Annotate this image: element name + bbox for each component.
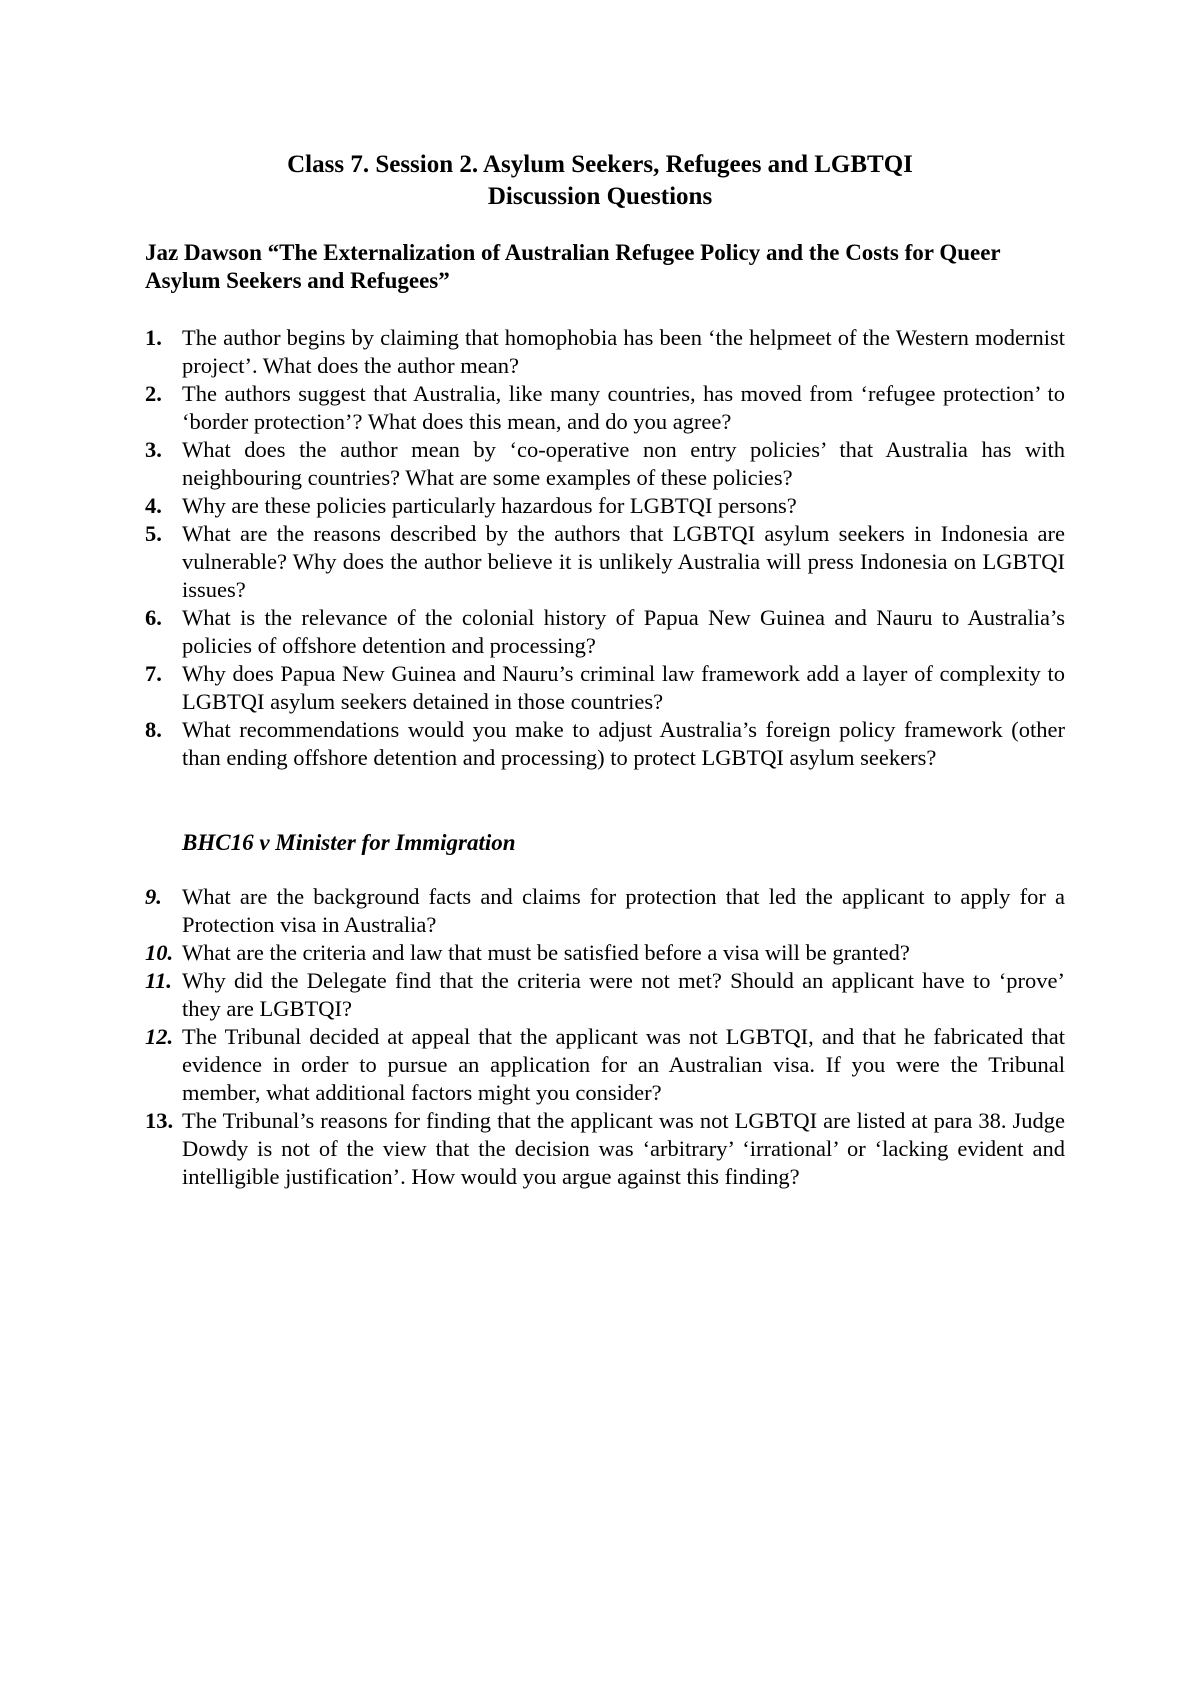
case-heading: BHC16 v Minister for Immigration: [182, 830, 516, 855]
question-list-case: [145, 883, 1065, 1191]
question-number: 4.: [145, 493, 162, 518]
question-item: [145, 324, 1065, 380]
question-text: The Tribunal decided at appeal that the applicant was not LGBTQI, and that he fabricated that evidence in order to pursue an application for an Australian visa. If you were the Tribunal member, what additional factors might you consider?: [182, 1024, 1065, 1105]
question-text: What does the author mean by ‘co-operative non entry policies’ that Australia has with neighbouring countries? What are some examples of these policies?: [182, 437, 1065, 490]
question-item: [145, 883, 1065, 939]
question-item: [145, 492, 1065, 520]
question-text: What are the criteria and law that must be satisfied before a visa will be granted?: [182, 940, 910, 965]
question-item: [145, 939, 1065, 967]
question-item: [145, 436, 1065, 492]
question-text: Why are these policies particularly hazardous for LGBTQI persons?: [182, 493, 797, 518]
question-item: [145, 520, 1065, 604]
question-item: [145, 716, 1065, 772]
question-text: What are the background facts and claims for protection that led the applicant to apply for a Protection visa in Australia?: [182, 884, 1065, 937]
document-title: Class 7. Session 2. Asylum Seekers, Refugees and LGBTQI: [287, 151, 913, 178]
question-item: [145, 1107, 1065, 1191]
question-text: The authors suggest that Australia, like many countries, has moved from ‘refugee protection’ to ‘border protection’? What does this mean, and do you agree?: [182, 381, 1065, 434]
question-text: What is the relevance of the colonial history of Papua New Guinea and Nauru to Australia’s policies of offshore detention and processing?: [182, 605, 1065, 658]
question-item: [145, 660, 1065, 716]
document-subtitle: Discussion Questions: [487, 183, 713, 210]
question-number: 5.: [145, 521, 162, 546]
question-number: 12.: [145, 1024, 174, 1049]
question-item: [145, 1023, 1065, 1107]
question-text: What are the reasons described by the authors that LGBTQI asylum seekers in Indonesia are vulnerable? Why does the author believe it is unlikely Australia will press Indonesia on LGBTQI issues?: [182, 521, 1065, 602]
question-text: The Tribunal’s reasons for finding that the applicant was not LGBTQI are listed at para 38. Judge Dowdy is not of the view that the decision was ‘arbitrary’ ‘irrational’ or ‘lacking evident and intelligible justification’. How would you argue against this finding?: [182, 1108, 1065, 1189]
question-number: 1.: [145, 325, 162, 350]
question-number: 13.: [145, 1108, 174, 1133]
article-heading: [145, 239, 1065, 295]
question-number: 6.: [145, 605, 162, 630]
question-number: 3.: [145, 437, 162, 462]
question-item: [145, 604, 1065, 660]
question-number: 2.: [145, 381, 162, 406]
article-heading-line2: Asylum Seekers and Refugees”: [145, 268, 450, 293]
question-text: The author begins by claiming that homophobia has been ‘the helpmeet of the Western modernist project’. What does the author mean?: [182, 325, 1065, 378]
question-list-article: [145, 324, 1065, 772]
article-heading-line1: Jaz Dawson “The Externalization of Australian Refugee Policy and the Costs for Queer: [145, 240, 1001, 265]
question-number: 11.: [145, 968, 172, 993]
question-item: [145, 380, 1065, 436]
question-text: Why does Papua New Guinea and Nauru’s criminal law framework add a layer of complexity to LGBTQI asylum seekers detained in those countries?: [182, 661, 1065, 714]
question-text: What recommendations would you make to adjust Australia’s foreign policy framework (other than ending offshore detention and processing) to protect LGBTQI asylum seekers?: [182, 717, 1065, 770]
question-number: 8.: [145, 717, 162, 742]
question-number: 9.: [145, 884, 162, 909]
question-text: Why did the Delegate find that the criteria were not met? Should an applicant have to ‘prove’ they are LGBTQI?: [182, 968, 1065, 1021]
question-number: 10.: [145, 940, 174, 965]
question-number: 7.: [145, 661, 162, 686]
question-item: [145, 967, 1065, 1023]
